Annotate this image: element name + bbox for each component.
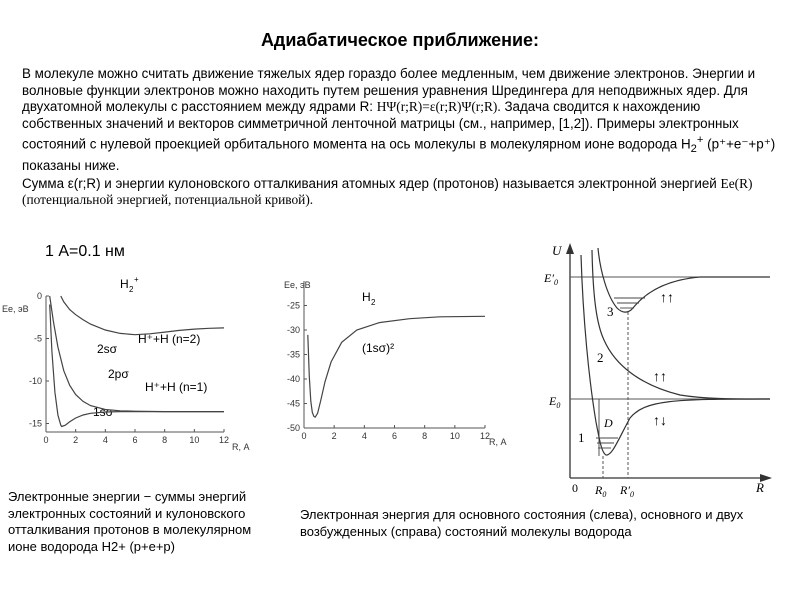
- chart1-x-tick-label: 6: [132, 435, 138, 445]
- chart1-title-h: H: [120, 277, 129, 291]
- c3-d-label: D: [604, 416, 613, 430]
- paragraph-1-text-b: Задача сводится к нахождению собственных значений и векторов симметричной ленточной матрицы (см., например, [1,2]). Примеры электронных состояний с нулевой проекцией орбитального момента на ось молекулы в молекулярном ионе водорода H: [22, 99, 739, 152]
- label-h-plus-h-n2: H⁺+H (n=2): [138, 332, 201, 346]
- paragraph-2-text-a: Сумма ε(r;R) и энергии кулоновского отталкивания атомных ядер (протонов) называется электронной энергией: [22, 175, 721, 191]
- chart1-series-1: [50, 305, 224, 427]
- h2-subscript: 2: [690, 143, 697, 156]
- chart1-x-tick-label: 8: [162, 435, 168, 445]
- label-h-plus-h-n1: H⁺+H (n=1): [145, 380, 208, 394]
- c3-curve-2-number: 2: [597, 350, 604, 365]
- c3-spin-3: ↑↑: [660, 289, 674, 305]
- chart2-x-tick-label: 2: [331, 431, 337, 441]
- slide-title: Адиабатическое приближение:: [260, 30, 540, 50]
- chart2-y-tick-label: -25: [286, 300, 300, 311]
- chart1-ylabel: Ee, эВ: [2, 304, 29, 314]
- schrodinger-equation: HΨ(r;R)=ε(r;R)Ψ(r;R).: [376, 99, 501, 115]
- electronic-energy-term: Ee(R) (потенциальной энергией, потенциальной кривой).: [22, 175, 753, 208]
- c3-r0-label: $R_0$: [595, 483, 607, 499]
- chart2-x-tick-label: 8: [422, 431, 428, 441]
- chart-h2: [284, 280, 507, 447]
- c3-origin: 0: [572, 481, 578, 495]
- h2-superscript: +: [696, 134, 704, 147]
- c3-y-arrow: [566, 243, 574, 254]
- label-1s-sigma: 1sσ: [93, 405, 114, 419]
- chart2-x-tick-label: 12: [479, 431, 491, 441]
- label-2s-sigma: 2sσ: [97, 342, 118, 356]
- chart2-title-h: H: [362, 290, 371, 304]
- chart1-y-tick-label: 0: [36, 291, 42, 301]
- c3-e0-label: $E_0$: [549, 394, 561, 410]
- label-1s-sigma-squared: (1sσ)²: [362, 341, 395, 355]
- paragraph-1-text-c: (p⁺+e⁻+p⁺) показаны ниже.: [22, 136, 776, 174]
- c3-r0prime-label: $R'_0$: [620, 483, 634, 499]
- c3-curve-1-number: 1: [578, 430, 585, 445]
- chart1-x-tick-label: 10: [189, 435, 200, 445]
- chart-h2-excited-states: [543, 243, 772, 499]
- c3-curve-3-number: 3: [607, 304, 614, 319]
- chart2-y-tick-label: -50: [286, 423, 300, 433]
- chart1-title-sub: 2: [129, 285, 134, 294]
- chart1-y-tick-label: -5: [33, 333, 42, 344]
- paragraph-1-text-a: В молекуле можно считать движение тяжелых ядер гораздо более медленным, чем движение электронов. Энергии и волновые функции электронов можно находить путем решения уравнения Шредингера для неподвижных ядер. Для двухатомной молекулы с расстоянием между ядрами R:: [22, 66, 756, 115]
- chart1-series-2: [50, 296, 224, 412]
- c3-ylabel: U: [552, 243, 562, 258]
- c3-e0prime-label: $E'_0$: [544, 271, 558, 287]
- c3-spin-1: ↑↓: [653, 412, 667, 428]
- chart2-title-sub: 2: [371, 298, 376, 307]
- chart2-x-tick-label: 4: [361, 431, 367, 441]
- chart1-series-3: [61, 296, 224, 335]
- chart2-ylabel: Ee, эВ: [284, 280, 311, 290]
- c3-curve-2: [592, 250, 770, 399]
- c3-curve-3: [598, 248, 770, 312]
- chart1-y-tick-label: -10: [28, 376, 42, 386]
- chart1-y-tick-label: -15: [28, 418, 42, 429]
- label-2p-sigma: 2pσ: [108, 367, 129, 381]
- c3-spin-2: ↑↑: [653, 368, 667, 384]
- chart2-xlabel: R, А: [489, 437, 507, 447]
- chart1-x-tick-label: 0: [43, 435, 49, 445]
- chart2-x-tick-label: 10: [449, 431, 460, 441]
- chart2-x-tick-label: 6: [391, 431, 398, 441]
- chart2-x-tick-label: 0: [301, 431, 307, 441]
- chart1-x-tick-label: 12: [218, 435, 230, 445]
- chart2-y-tick-label: -45: [286, 398, 300, 409]
- chart1-x-tick-label: 2: [73, 435, 79, 445]
- chart2-y-tick-label: -40: [286, 374, 300, 384]
- chart2-series-1: [308, 316, 485, 417]
- chart-h2plus: [2, 275, 250, 452]
- caption-right: Электронная энергия для основного состояния (слева), основного и двух возбужденных (справа) состояний молекулы водорода: [300, 507, 744, 539]
- scale-note: 1 А=0.1 нм: [45, 243, 125, 260]
- chart1-x-tick-label: 4: [102, 435, 108, 445]
- chart2-y-tick-label: -30: [286, 325, 300, 335]
- caption-left: Электронные энергии − суммы энергий электронных состояний и кулоновского отталкивания протонов в молекулярном ионе водорода H2+ (p+e+p): [8, 489, 252, 554]
- chart1-title-sup: +: [134, 275, 139, 284]
- c3-xlabel: R: [756, 480, 764, 495]
- chart1-xlabel: R, А: [232, 442, 250, 452]
- chart2-y-tick-label: -35: [286, 349, 300, 360]
